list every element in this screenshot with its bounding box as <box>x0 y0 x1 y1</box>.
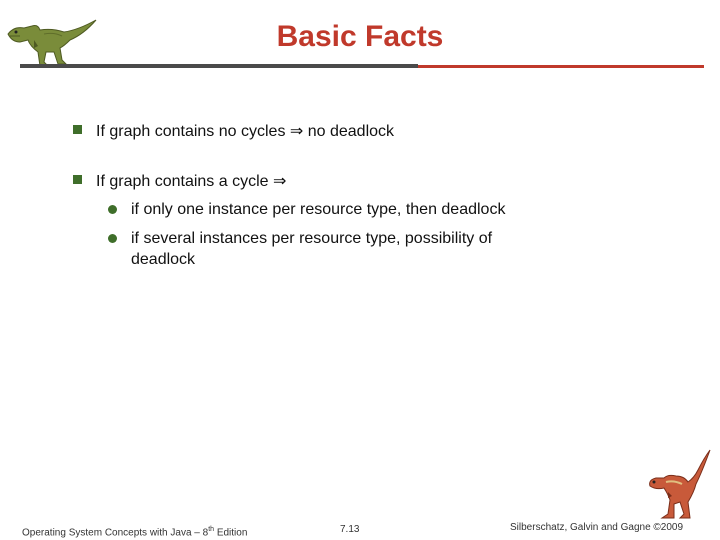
subbullet-item <box>108 201 505 219</box>
title-rule-dark <box>20 64 418 68</box>
square-bullet-icon <box>73 175 82 184</box>
square-bullet-icon <box>73 125 82 134</box>
slide-title: Basic Facts <box>276 20 444 53</box>
footer-course <box>22 526 247 538</box>
footer-course-sup: th <box>208 526 215 533</box>
bullet-item <box>73 121 394 141</box>
footer-copyright: Silberschatz, Galvin and Gagne ©2009 <box>510 522 684 533</box>
subbullet-item <box>108 230 548 270</box>
footer-course-suffix: Edition <box>214 527 248 539</box>
round-bullet-icon <box>108 234 117 243</box>
subbullet-text: if several instances per resource type, possibility of deadlock <box>131 230 493 268</box>
footer-course-prefix: Operating System Concepts with Java – 8 <box>22 527 209 539</box>
bullet-item <box>73 171 286 191</box>
title-rule-red <box>418 65 704 68</box>
bullet-text: If graph contains no cycles ⇒ no deadlock <box>96 123 395 140</box>
footer-page-number: 7.13 <box>340 524 360 535</box>
round-bullet-icon <box>108 205 117 214</box>
subbullet-text: if only one instance per resource type, then deadlock <box>131 201 506 218</box>
dinosaur-mascot-icon <box>638 448 714 520</box>
bullet-text: If graph contains a cycle ⇒ <box>96 173 287 190</box>
dinosaur-logo-icon <box>4 12 100 68</box>
